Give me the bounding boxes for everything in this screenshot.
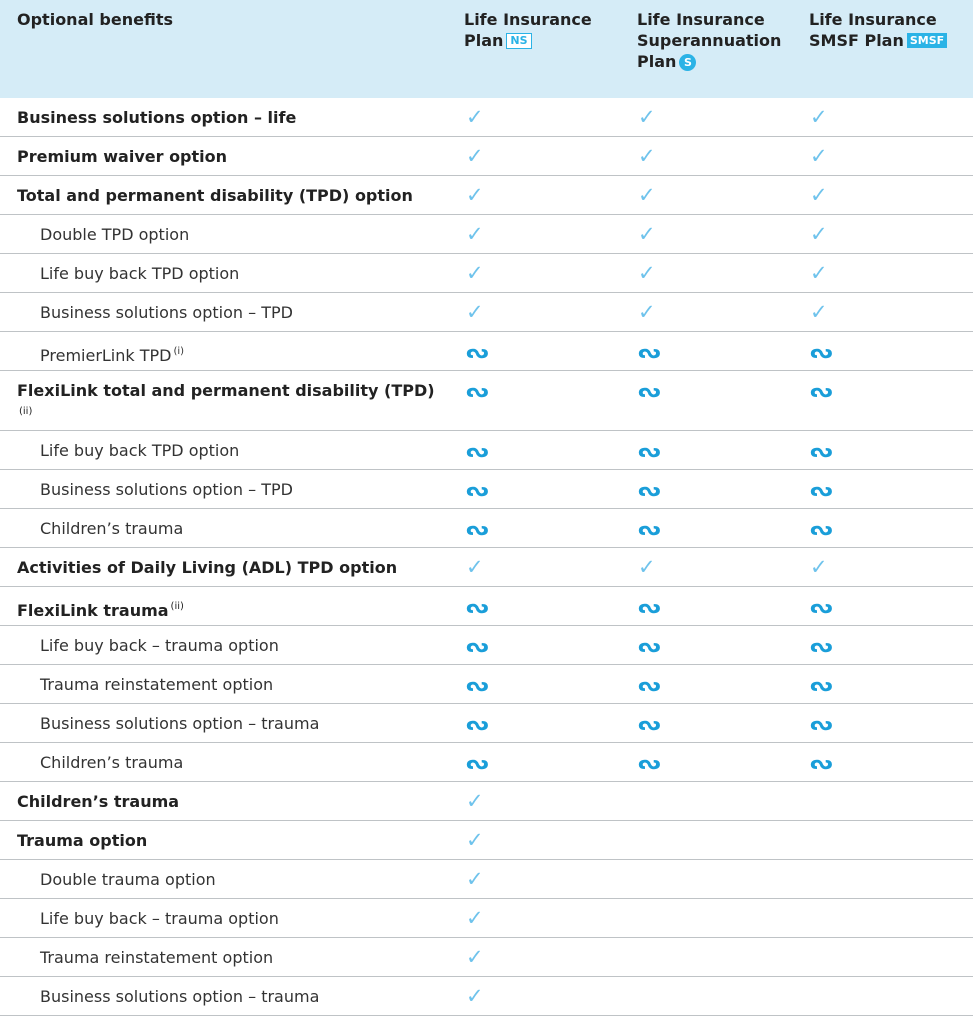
benefit-text: Business solutions option – TPD: [40, 480, 293, 499]
benefit-text: Double TPD option: [40, 225, 190, 244]
table-row: [0, 254, 973, 293]
check-icon: ✓: [466, 789, 484, 813]
link-icon: ᔓ: [810, 339, 833, 363]
benefit-text: Life buy back TPD option: [40, 264, 240, 283]
table-row: [0, 176, 973, 215]
benefit-label: [40, 479, 293, 500]
link-icon: ᔓ: [466, 438, 489, 462]
table-row: [0, 215, 973, 254]
link-icon: ᔓ: [638, 516, 661, 540]
check-icon: ✓: [638, 300, 656, 324]
table-row: [0, 332, 973, 371]
check-icon: ✓: [466, 222, 484, 246]
link-icon: ᔓ: [810, 438, 833, 462]
benefit-text: FlexiLink total and permanent disability (TPD): [17, 381, 435, 400]
link-icon: ᔓ: [810, 378, 833, 402]
check-icon: ✓: [466, 867, 484, 891]
table-row: [0, 98, 973, 137]
benefit-text: Premium waiver option: [17, 147, 228, 166]
check-icon: ✓: [810, 555, 828, 579]
header-col2-line3: Plan: [637, 52, 677, 71]
table-row: [0, 587, 973, 626]
benefit-label: [40, 341, 184, 366]
benefit-label: [17, 830, 147, 851]
link-icon: ᔓ: [466, 378, 489, 402]
benefit-label: [17, 791, 179, 812]
link-icon: ᔓ: [810, 633, 833, 657]
link-icon: ᔓ: [466, 672, 489, 696]
ns-badge-icon: NS: [506, 33, 531, 49]
benefit-label: [40, 440, 239, 461]
benefit-text: Children’s trauma: [40, 753, 184, 772]
check-icon: ✓: [466, 555, 484, 579]
link-icon: ᔓ: [466, 594, 489, 618]
link-icon: ᔓ: [810, 711, 833, 735]
link-icon: ᔓ: [638, 477, 661, 501]
header-col3-line2: SMSF Plan: [809, 31, 904, 50]
table-row: [0, 665, 973, 704]
link-icon: ᔓ: [638, 378, 661, 402]
table-header: [0, 0, 973, 98]
check-icon: ✓: [466, 828, 484, 852]
link-icon: ᔓ: [466, 633, 489, 657]
link-icon: ᔓ: [638, 711, 661, 735]
benefit-text: Children’s trauma: [40, 519, 184, 538]
link-icon: ᔓ: [638, 438, 661, 462]
s-badge-icon: S: [679, 54, 696, 71]
benefit-text: Trauma reinstatement option: [40, 948, 274, 967]
header-col3-line1: Life Insurance: [809, 10, 937, 29]
benefit-label: [17, 596, 184, 621]
check-icon: ✓: [810, 105, 828, 129]
link-icon: ᔓ: [466, 477, 489, 501]
link-icon: ᔓ: [466, 516, 489, 540]
table-row: [0, 509, 973, 548]
table-row: [0, 626, 973, 665]
link-icon: ᔓ: [638, 594, 661, 618]
header-col1-line1: Life Insurance: [464, 10, 592, 29]
header-optional-benefits: Optional benefits: [17, 10, 173, 29]
table-row: [0, 821, 973, 860]
benefit-label: [40, 518, 183, 539]
benefit-label: [40, 713, 319, 734]
table-body: [0, 98, 973, 1016]
benefit-label: [40, 986, 319, 1007]
link-icon: ᔓ: [638, 339, 661, 363]
check-icon: ✓: [466, 144, 484, 168]
check-icon: ✓: [638, 144, 656, 168]
link-icon: ᔓ: [638, 672, 661, 696]
table-row: [0, 938, 973, 977]
benefit-label: [40, 869, 216, 890]
smsf-badge-icon: SMSF: [907, 33, 947, 48]
benefit-text: Business solutions option – trauma: [40, 714, 320, 733]
check-icon: ✓: [638, 222, 656, 246]
benefit-text: Business solutions option – TPD: [40, 303, 293, 322]
check-icon: ✓: [466, 183, 484, 207]
link-icon: ᔓ: [810, 516, 833, 540]
table-row: [0, 470, 973, 509]
header-smsf-plan: [809, 9, 969, 51]
benefit-label: [17, 107, 296, 128]
benefit-text: Total and permanent disability (TPD) option: [17, 186, 413, 205]
link-icon: ᔓ: [466, 750, 489, 774]
benefit-text: PremierLink TPD: [40, 346, 172, 365]
header-life-insurance-plan: [464, 9, 639, 51]
header-col2-line1: Life Insurance: [637, 10, 765, 29]
table-row: [0, 743, 973, 782]
benefit-text: FlexiLink trauma: [17, 601, 169, 620]
benefit-label: [17, 557, 397, 578]
check-icon: ✓: [638, 261, 656, 285]
benefit-text: Children’s trauma: [17, 792, 180, 811]
link-icon: ᔓ: [638, 750, 661, 774]
check-icon: ✓: [466, 945, 484, 969]
benefit-text: Trauma reinstatement option: [40, 675, 274, 694]
check-icon: ✓: [810, 300, 828, 324]
header-col2-line2: Superannuation: [637, 31, 782, 50]
check-icon: ✓: [810, 144, 828, 168]
table-row: [0, 704, 973, 743]
benefit-text: Business solutions option – life: [17, 108, 297, 127]
footnote-ref: (ii): [19, 406, 33, 417]
check-icon: ✓: [810, 261, 828, 285]
benefit-text: Business solutions option – trauma: [40, 987, 320, 1006]
check-icon: ✓: [638, 183, 656, 207]
check-icon: ✓: [466, 261, 484, 285]
link-icon: ᔓ: [638, 633, 661, 657]
link-icon: ᔓ: [810, 594, 833, 618]
benefit-text: Double trauma option: [40, 870, 216, 889]
benefit-label: [40, 302, 293, 323]
benefit-label: [17, 146, 227, 167]
check-icon: ✓: [466, 300, 484, 324]
table-row: [0, 431, 973, 470]
link-icon: ᔓ: [466, 711, 489, 735]
link-icon: ᔓ: [810, 750, 833, 774]
benefit-label: [40, 635, 279, 656]
benefit-label: [40, 947, 273, 968]
benefit-label: [17, 380, 437, 426]
benefit-text: Life buy back – trauma option: [40, 909, 279, 928]
benefit-label: [40, 224, 189, 245]
footnote-ref: (i): [173, 346, 185, 357]
benefit-label: [40, 908, 279, 929]
table-row: [0, 899, 973, 938]
table-row: [0, 293, 973, 332]
table-row: [0, 860, 973, 899]
benefit-label: [40, 752, 183, 773]
footnote-ref: (ii): [170, 601, 184, 612]
table-row: [0, 548, 973, 587]
table-row: [0, 782, 973, 821]
benefit-label: [17, 185, 413, 206]
check-icon: ✓: [466, 906, 484, 930]
check-icon: ✓: [638, 555, 656, 579]
check-icon: ✓: [466, 984, 484, 1008]
table-row: [0, 137, 973, 176]
benefit-label: [40, 674, 273, 695]
link-icon: ᔓ: [466, 339, 489, 363]
header-superannuation-plan: [637, 9, 797, 72]
check-icon: ✓: [810, 183, 828, 207]
table-row: [0, 977, 973, 1016]
check-icon: ✓: [466, 105, 484, 129]
check-icon: ✓: [638, 105, 656, 129]
benefit-label: [40, 263, 239, 284]
benefit-text: Activities of Daily Living (ADL) TPD option: [17, 558, 398, 577]
benefit-text: Trauma option: [17, 831, 148, 850]
check-icon: ✓: [810, 222, 828, 246]
link-icon: ᔓ: [810, 672, 833, 696]
link-icon: ᔓ: [810, 477, 833, 501]
benefit-text: Life buy back TPD option: [40, 441, 240, 460]
header-col1-line2: Plan: [464, 31, 504, 50]
table-row: [0, 371, 973, 431]
benefit-text: Life buy back – trauma option: [40, 636, 279, 655]
